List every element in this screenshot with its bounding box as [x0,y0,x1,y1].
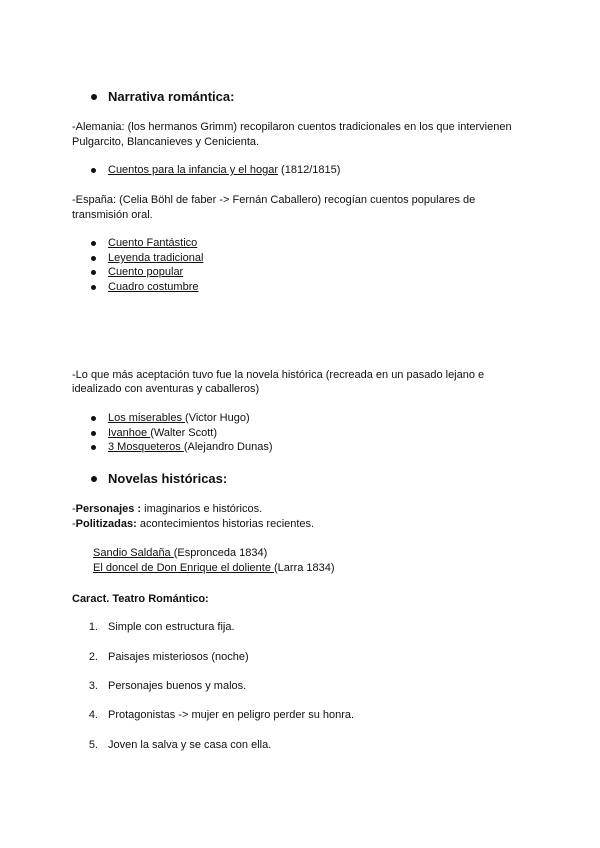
personajes-label: Personajes : [75,503,142,515]
historica-line-2: idealizado con aventuras y caballeros) [72,383,260,395]
link-los-miserables[interactable]: Los miserables [108,412,186,424]
heading-caract-teatro: Caract. Teatro Romántico: [72,593,209,605]
list-item-teatro: Personajes buenos y malos. [108,680,247,692]
list-item-teatro: Joven la salva y se casa con ella. [108,739,272,751]
list-number: 3. [88,680,98,692]
work-item [93,561,335,576]
novel-author: (Victor Hugo) [185,412,250,424]
list-number: 1. [88,621,98,633]
politizadas-label: Politizadas: [75,518,137,530]
link-cuadro-costumbre[interactable]: Cuadro costumbre [108,281,199,293]
list-item-teatro: Protagonistas -> mujer en peligro perder su honra. [108,709,355,721]
grimm-years: (1812/1815) [278,164,341,176]
link-cuento-fantastico[interactable]: Cuento Fantástico [108,237,198,249]
work-author: (Espronceda 1834) [173,547,268,559]
novel-author: (Alejandro Dunas) [183,441,273,453]
alemania-line-2: Pulgarcito, Blancanieves y Cenicienta. [72,136,260,148]
list-item-teatro: Simple con estructura fija. [108,621,235,633]
link-cuento-popular[interactable]: Cuento popular [108,266,184,278]
list-item-novel [108,411,250,426]
heading-narrativa-romantica: Narrativa romántica: [108,89,235,104]
link-cuentos-infancia[interactable]: Cuentos para la infancia y el hogar [108,164,278,176]
link-sandio-saldana[interactable]: Sandio Saldaña [93,547,174,559]
politizadas-line: -Politizadas: acontecimientos historias recientes. [72,518,315,530]
work-author: (Larra 1834) [274,562,335,574]
personajes-text: imaginarios e históricos. [141,503,263,515]
politizadas-text: acontecimientos historias recientes. [136,518,315,530]
bullet-icon [91,285,96,290]
bullet-icon [91,256,96,261]
work-item [93,546,267,561]
bullet-icon [91,416,96,421]
list-item-novel [108,440,272,455]
bullet-icon [91,241,96,246]
link-leyenda-tradicional[interactable]: Leyenda tradicional [108,252,204,264]
list-item-grimm [108,163,340,178]
espana-line-1: -España: (Celia Böhl de faber -> Fernán Caballero) recogían cuentos populares de [72,194,476,206]
bullet-icon [91,94,97,100]
list-item-novel [108,426,217,441]
espana-line-2: transmisión oral. [72,209,153,221]
list-number: 4. [88,709,98,721]
historica-line-1: -Lo que más aceptación tuvo fue la novela histórica (recreada en un pasado lejano e [72,369,485,381]
bullet-icon [91,431,96,436]
bullet-icon [91,168,96,173]
heading-novelas-historicas: Novelas históricas: [108,471,228,486]
bullet-icon [91,476,97,482]
novel-author: (Walter Scott) [150,427,218,439]
alemania-line-1: -Alemania: (los hermanos Grimm) recopilaron cuentos tradicionales en los que intervienen [72,121,512,133]
link-ivanhoe[interactable]: Ivanhoe [108,427,151,439]
list-item-teatro: Paisajes misteriosos (noche) [108,651,249,663]
bullet-icon [91,445,96,450]
bullet-icon [91,270,96,275]
link-3-mosqueteros[interactable]: 3 Mosqueteros [108,441,184,453]
list-number: 2. [88,651,98,663]
link-el-doncel[interactable]: El doncel de Don Enrique el doliente [93,562,275,574]
personajes-line: -Personajes : imaginarios e históricos. [72,503,263,515]
list-number: 5. [88,739,98,751]
